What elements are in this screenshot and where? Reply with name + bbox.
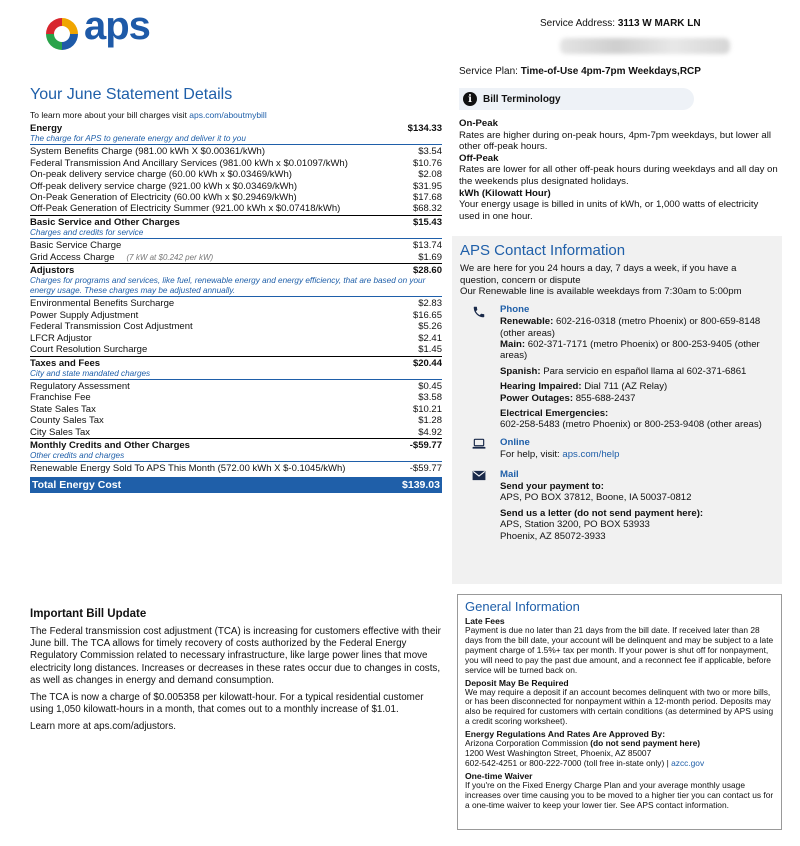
about-my-bill-link[interactable]: aps.com/aboutmybill xyxy=(189,110,267,120)
online-help: For help, visit: aps.com/help xyxy=(500,449,620,461)
basic-note: Charges and credits for service xyxy=(30,228,442,239)
azcc-link[interactable]: azcc.gov xyxy=(671,757,705,768)
phone-hearing: Hearing Impaired: Dial 711 (AZ Relay) xyxy=(500,381,668,393)
basic-section-row: Basic Service and Other Charges $15.43 xyxy=(30,216,442,228)
line-item xyxy=(30,169,442,180)
late-fees-heading: Late Fees xyxy=(465,616,505,626)
update-title: Important Bill Update xyxy=(30,608,147,620)
tax-items xyxy=(30,381,442,438)
phone-spanish: Spanish: Para servicio en español llama al 602-371-6861 xyxy=(500,365,747,377)
credit-items xyxy=(30,463,442,474)
line-item-label: Off-peak delivery service charge (921.00 kWh x $0.03469/kWh) xyxy=(30,180,298,192)
line-item-label: Grid Access Charge xyxy=(30,251,115,263)
mail-letter-address-2: Phoenix, AZ 85072-3933 xyxy=(500,530,606,542)
line-item-amount: $1.69 xyxy=(418,251,442,263)
online-heading: Online xyxy=(500,436,530,448)
line-item xyxy=(30,427,442,438)
line-item xyxy=(30,203,442,214)
line-item-amount: -$59.77 xyxy=(409,463,442,475)
mail-payment-label: Send your payment to: xyxy=(500,481,604,493)
line-item-label: Court Resolution Surcharge xyxy=(30,344,148,356)
late-fees-text: Payment is due no later than 21 days from the bill date. If received later than 28 days from the bill date, your account will be delinquent and may be subject to a late payment charge of 1.5%+ tax per month. If your power is shut off for nonpayment, you will need to pay the past due amount, and a reconnect fee if applicable, before service will be turned back on. xyxy=(465,625,774,675)
line-item-amount: $10.76 xyxy=(412,157,442,169)
phone-outages: Power Outages: 855-688-2437 xyxy=(500,392,636,404)
regulations-heading: Energy Regulations And Rates Are Approved By: xyxy=(465,729,666,740)
line-item-label: Franchise Fee xyxy=(30,392,91,404)
phone-icon xyxy=(460,304,500,431)
update-paragraph-3: Learn more at aps.com/adjustors. xyxy=(30,721,176,733)
line-item xyxy=(30,298,442,309)
phone-main: Main: 602-371-7171 (metro Phoenix) or 800-253-9405 (other areas) xyxy=(500,339,760,362)
energy-section-row: Energy $134.33 xyxy=(30,123,442,134)
line-item xyxy=(30,463,442,474)
mail-payment-address: APS, PO BOX 37812, Boone, IA 50037-0812 xyxy=(500,492,692,504)
line-item-amount: $2.83 xyxy=(418,298,442,310)
mail-heading: Mail xyxy=(500,468,519,480)
phone-renewable: Renewable: 602-216-0318 (metro Phoenix) or 800-659-8148 (other areas) xyxy=(500,316,761,339)
waiver-text: If you're on the Fixed Energy Charge Plan and your average monthly usage increases over time causing you to be moved to a higher tier you can contact us for a one-time waiver to keep your lower tier. See APS contact information. xyxy=(465,779,774,810)
line-item xyxy=(30,240,442,251)
line-item xyxy=(30,344,442,355)
line-item-label: Federal Transmission Cost Adjustment xyxy=(30,321,193,333)
line-item-amount: $68.32 xyxy=(412,203,442,215)
statement-title: Your June Statement Details xyxy=(30,86,233,103)
line-item-amount: $1.28 xyxy=(418,415,442,427)
contact-intro: We are here for you 24 hours a day, 7 days a week, if you have a question, concern or dispute Our Renewable line is available weekdays from 7:30am to 5:00pm xyxy=(460,263,742,298)
contact-title: APS Contact Information xyxy=(460,242,626,259)
line-item-amount: $3.58 xyxy=(418,392,442,404)
line-item-amount: $17.68 xyxy=(412,192,442,204)
mail-section xyxy=(460,469,774,542)
contact-information xyxy=(452,236,782,584)
line-item-label: On-peak delivery service charge (60.00 kWh x $0.03469/kWh) xyxy=(30,169,292,181)
general-information xyxy=(457,594,782,830)
phone-heading: Phone xyxy=(500,303,530,315)
aps-help-link[interactable]: aps.com/help xyxy=(562,449,620,461)
envelope-icon xyxy=(460,469,500,542)
line-item xyxy=(30,415,442,426)
total-energy-cost: Total Energy Cost $139.03 xyxy=(32,478,440,491)
line-item-label: State Sales Tax xyxy=(30,403,96,415)
info-icon: i xyxy=(463,92,477,106)
important-bill-update xyxy=(30,608,442,739)
deposit-text: We may require a deposit if an account becomes delinquent with two or more bills, or has been disconnected for nonpayment within a 12-month period. Deposits may also be required for customers with certain conditions (as determined by APS using a credit scoring worksheet). xyxy=(465,686,774,727)
line-item-amount: $5.26 xyxy=(418,321,442,333)
line-item-amount: $31.95 xyxy=(412,180,442,192)
adjustors-section-row: Adjustors $28.60 xyxy=(30,265,442,277)
line-item-label: City Sales Tax xyxy=(30,426,91,438)
line-item-amount: $4.92 xyxy=(418,426,442,438)
aps-logo-icon xyxy=(42,14,82,54)
waiver-heading: One-time Waiver xyxy=(465,770,533,781)
line-item-amount: $10.21 xyxy=(412,403,442,415)
line-item-label: Renewable Energy Sold To APS This Month (572.00 kWh X $-0.1045/kWh) xyxy=(30,463,346,475)
energy-items xyxy=(30,146,442,214)
deposit-heading: Deposit May Be Required xyxy=(465,677,569,688)
general-title: General Information xyxy=(465,599,580,614)
line-item-label: On-Peak Generation of Electricity (60.00 kWh x $0.29469/kWh) xyxy=(30,192,297,204)
taxes-note: City and state mandated charges xyxy=(30,369,442,380)
statement-details xyxy=(30,86,442,493)
line-item xyxy=(30,252,442,263)
line-item xyxy=(30,321,442,332)
bill-terminology xyxy=(459,118,781,222)
bill-terminology-header: i Bill Terminology xyxy=(459,88,694,110)
line-item-amount: $2.08 xyxy=(418,169,442,181)
line-item xyxy=(30,392,442,403)
credits-note: Other credits and charges xyxy=(30,451,442,462)
line-item xyxy=(30,146,442,157)
term-on-peak: On-Peak xyxy=(459,118,498,129)
adjustor-items xyxy=(30,298,442,355)
line-item-amount: $1.45 xyxy=(418,344,442,356)
line-item-amount: $16.65 xyxy=(412,309,442,321)
energy-note: The charge for APS to generate energy and deliver it to you xyxy=(30,134,442,145)
line-item-amount: $0.45 xyxy=(418,380,442,392)
aps-logo xyxy=(42,4,152,56)
basic-items xyxy=(30,240,442,263)
line-item-label: Regulatory Assessment xyxy=(30,380,130,392)
line-item xyxy=(30,310,442,321)
line-item xyxy=(30,404,442,415)
redacted-account-info xyxy=(560,38,730,54)
line-item-label: County Sales Tax xyxy=(30,415,104,427)
term-off-peak: Off-Peak xyxy=(459,152,499,164)
mail-letter-label: Send us a letter (do not send payment here): xyxy=(500,507,704,519)
laptop-icon xyxy=(460,437,500,461)
learn-more-line: To learn more about your bill charges visit aps.com/aboutmybill xyxy=(30,110,267,120)
def-kwh: Your energy usage is billed in units of kWh, or 1,000 watts of electricity used in one hour. xyxy=(459,199,759,222)
line-item-label: System Benefits Charge (981.00 kWh X $0.00361/kWh) xyxy=(30,146,265,158)
line-item xyxy=(30,181,442,192)
line-item-label: Environmental Benefits Surcharge xyxy=(30,298,175,310)
line-item-label: LFCR Adjustor xyxy=(30,332,92,344)
update-paragraph-1: The Federal transmission cost adjustment (TCA) is increasing for customers effective with their June bill. The TCA allows for timely recovery of costs authorized by the Federal Energy Regulatory Commission related to necessary infrastructure, like large power lines that move electricity long distances. Increases or decreases in these rates occur due to changes in costs, as well as changes in energy and demand consumption. xyxy=(30,626,441,686)
line-item-amount: $3.54 xyxy=(418,146,442,158)
aps-logo-text: aps xyxy=(84,4,150,48)
phone-section xyxy=(460,304,774,431)
def-off-peak: Rates are lower for all other off-peak hours during weekdays and all day on the weekends plus designated holidays. xyxy=(459,164,778,187)
line-item xyxy=(30,381,442,392)
def-on-peak: Rates are higher during on-peak hours, 4pm-7pm weekdays, but lower all other off-peak hours. xyxy=(459,129,771,153)
line-item-label: Off-Peak Generation of Electricity Summer (921.00 kWh x $0.07418/kWh) xyxy=(30,203,341,215)
service-address: Service Address: 3113 W MARK LN xyxy=(540,18,701,29)
taxes-section-row: Taxes and Fees $20.44 xyxy=(30,357,442,369)
service-plan: Service Plan: Time-of-Use 4pm-7pm Weekdays,RCP xyxy=(459,66,701,77)
update-paragraph-2: The TCA is now a charge of $0.005358 per kilowatt-hour. For a typical residential customer using 1,050 kilowatt-hours in a month, that comes out to a monthly increase of $1.01. xyxy=(30,692,424,716)
online-section xyxy=(460,437,774,461)
line-item-detail: (7 kW at $0.242 per kW) xyxy=(126,252,214,262)
mail-letter-address-1: APS, Station 3200, PO BOX 53933 xyxy=(500,519,650,531)
line-item-label: Federal Transmission And Ancillary Services (981.00 kWh x $0.01097/kWh) xyxy=(30,157,348,169)
term-kwh: kWh (Kilowatt Hour) xyxy=(459,187,551,199)
line-item-label: Basic Service Charge xyxy=(30,240,122,252)
phone-emergency: Electrical Emergencies: 602-258-5483 (metro Phoenix) or 800-253-9408 (other areas) xyxy=(500,408,762,431)
line-item-amount: $13.74 xyxy=(412,240,442,252)
adjustors-note: Charges for programs and services, like fuel, renewable energy and energy efficiency, that are based on your energy usage. These charges may be adjusted annually. xyxy=(30,276,442,297)
line-item xyxy=(30,333,442,344)
line-item-amount: $2.41 xyxy=(418,332,442,344)
line-item xyxy=(30,158,442,169)
credits-section-row: Monthly Credits and Other Charges -$59.77 xyxy=(30,439,442,451)
line-item-label: Power Supply Adjustment xyxy=(30,309,139,321)
regulations-text: Arizona Corporation Commission (do not send payment here) 1200 West Washington Street, Phoenix, AZ 85007 602-542-4251 or 800-222-7000 (toll free in-state only) | azcc.gov xyxy=(465,738,705,768)
line-item xyxy=(30,192,442,203)
